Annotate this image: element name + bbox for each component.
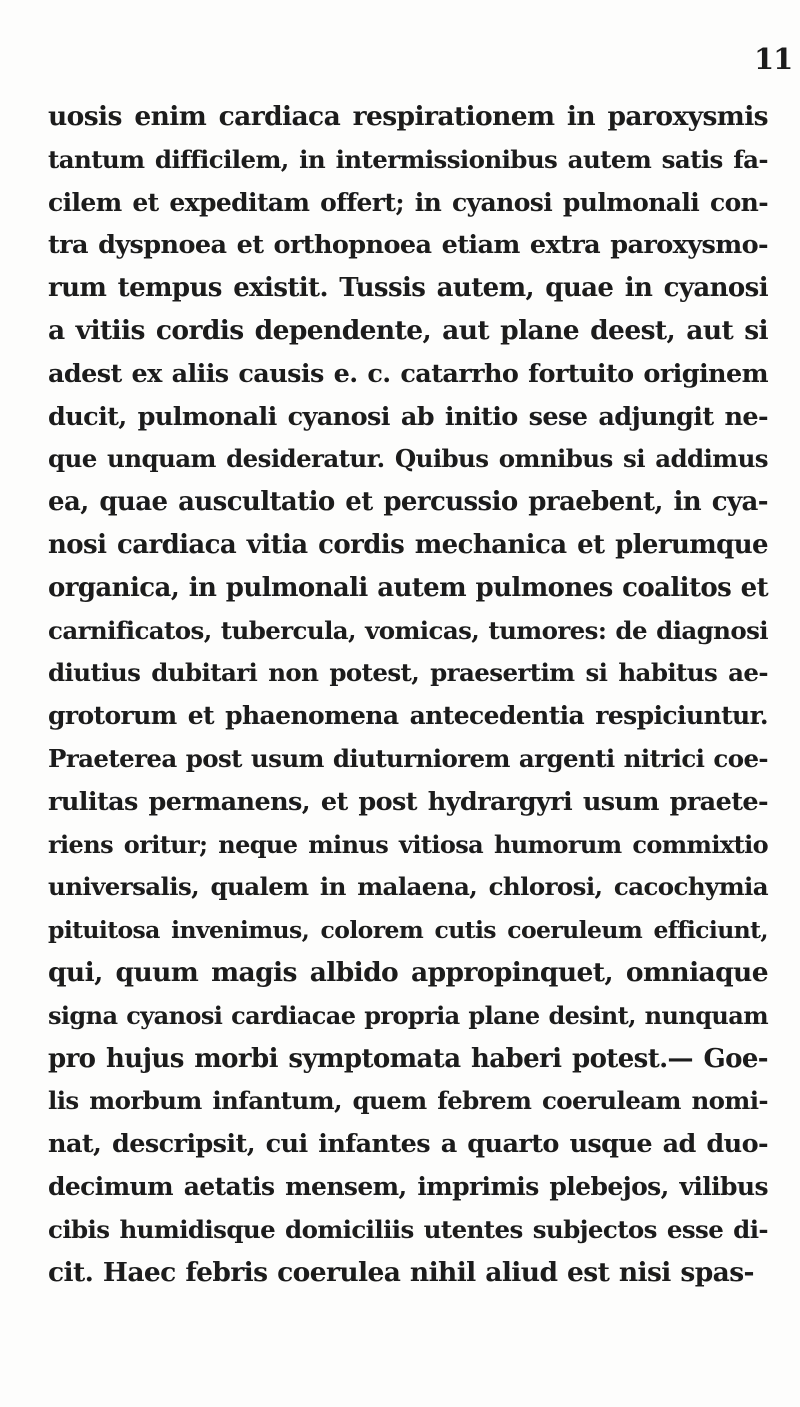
text-line: cit. Haec febris coerulea nihil aliud est nisi spas- <box>48 1256 754 1288</box>
text-line: grotorum et phaenomena antecedentia respiciuntur. <box>48 701 768 731</box>
text-line: qui, quum magis albido appropinquet, omniaque <box>48 956 768 988</box>
text-line: pro hujus morbi symptomata haberi potest.— Goe- <box>48 1043 768 1074</box>
text-line: que unquam desideratur. Quibus omnibus si addimus <box>48 444 768 474</box>
text-line: universalis, qualem in malaena, chlorosi, cacochymia <box>48 872 768 902</box>
text-line: signa cyanosi cardiacae propria plane desint, nunquam <box>48 1000 768 1030</box>
text-line: nat, descripsit, cui infantes a quarto usque ad duo- <box>48 1129 768 1160</box>
text-line: organica, in pulmonali autem pulmones coalitos et <box>48 572 768 603</box>
text-line: uosis enim cardiaca respirationem in paroxysmis <box>48 101 768 132</box>
text-line: adest ex aliis causis e. c. catarrho fortuito originem <box>48 358 768 389</box>
text-line: riens oritur; neque minus vitiosa humorum commixtio <box>48 829 768 859</box>
text-line: tantum difficilem, in intermissionibus autem satis fa- <box>48 144 768 174</box>
text-line: rulitas permanens, et post hydrargyri usum praete- <box>48 786 768 817</box>
text-line: tra dyspnoea et orthopnoea etiam extra paroxysmo- <box>48 230 768 261</box>
text-line: pituitosa invenimus, colorem cutis coeruleum efficiunt, <box>48 916 768 945</box>
text-line: rum tempus existit. Tussis autem, quae in cyanosi <box>48 273 768 304</box>
text-line: a vitiis cordis dependente, aut plane deest, aut si <box>48 314 768 346</box>
text-line: ea, quae auscultatio et percussio praebent, in cya- <box>48 487 768 518</box>
page-number: 11 <box>754 42 793 76</box>
body-text <box>48 96 768 1294</box>
text-line: lis morbum infantum, quem febrem coeruleam nomi- <box>48 1086 768 1116</box>
text-line: decimum aetatis mensem, imprimis plebejos, vilibus <box>48 1171 768 1201</box>
text-line: cilem et expeditam offert; in cyanosi pulmonali con- <box>48 187 768 217</box>
text-line: carnificatos, tubercula, vomicas, tumores: de diagnosi <box>48 615 768 645</box>
text-line: Praeterea post usum diuturniorem argenti nitrici coe- <box>48 743 768 773</box>
text-line: diutius dubitari non potest, praesertim si habitus ae- <box>48 658 768 688</box>
text-line: nosi cardiaca vitia cordis mechanica et plerumque <box>48 529 768 560</box>
text-line: cibis humidisque domiciliis utentes subjectos esse di- <box>48 1214 768 1244</box>
text-line: ducit, pulmonali cyanosi ab initio sese adjungit ne- <box>48 401 768 432</box>
